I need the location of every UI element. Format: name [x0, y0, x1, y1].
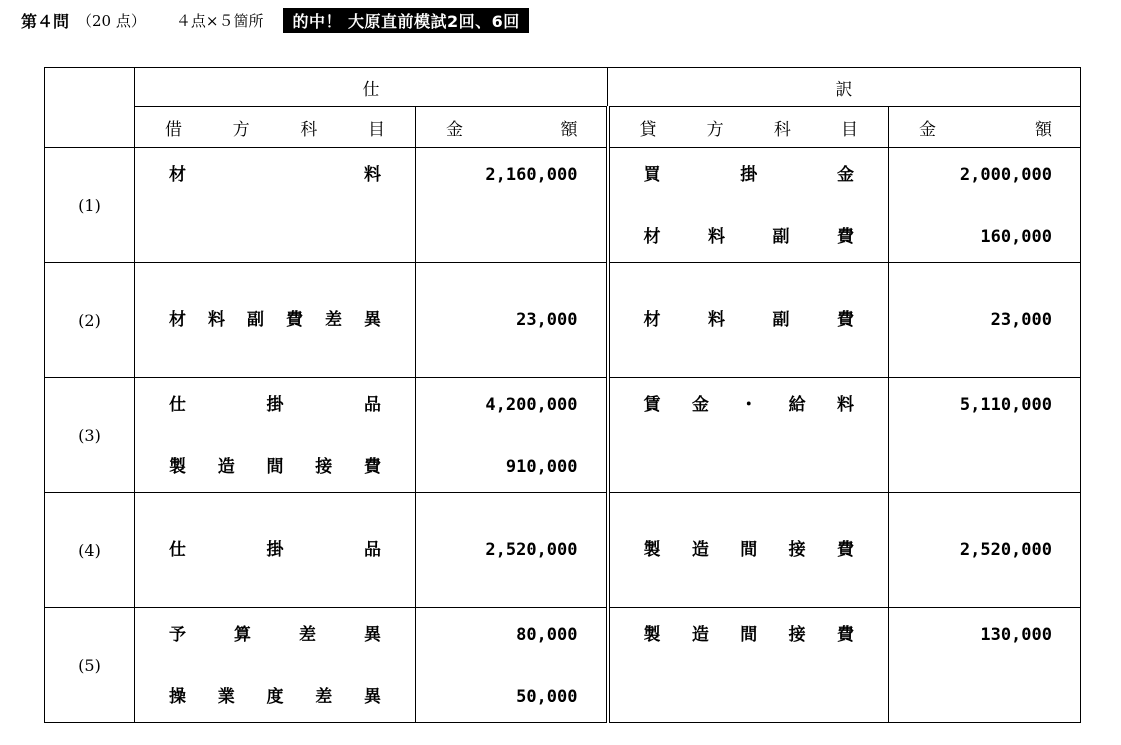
points-breakdown: ４点×５箇所 — [175, 11, 264, 30]
debit-amount: 50,000 — [516, 687, 578, 707]
credit-account-header-chars — [610, 115, 889, 140]
credit-amount-cell — [889, 378, 1081, 493]
header-char: 目 — [367, 119, 385, 140]
debit-amount-cell — [416, 148, 608, 263]
debit-account-cell — [135, 493, 416, 608]
debit-amount: 910,000 — [505, 457, 578, 477]
debit-account: 仕 掛 品 — [169, 540, 381, 560]
debit-amount: 80,000 — [516, 625, 578, 645]
entry-row-3 — [45, 378, 1081, 493]
debit-amount-cell — [416, 263, 608, 378]
header-char: 借 — [165, 119, 182, 140]
credit-amount-cell — [889, 493, 1081, 608]
debit-account: 材 料 — [169, 165, 381, 185]
debit-account-cell — [135, 378, 416, 493]
hit-badge: 的中！ 大原直前模試2回、6回 — [283, 8, 528, 33]
credit-amount: 23,000 — [990, 310, 1052, 330]
debit-account: 材 料 副 費 差 異 — [169, 310, 381, 330]
row-label: (4) — [45, 493, 135, 608]
debit-amount-cell — [416, 493, 608, 608]
credit-amount: 130,000 — [980, 625, 1052, 645]
debit-amount: 4,200,000 — [485, 395, 578, 415]
row-label: (5) — [45, 608, 135, 723]
question-points: （20 点） — [77, 11, 146, 30]
debit-account-header — [135, 107, 416, 148]
entry-row-5 — [45, 608, 1081, 723]
credit-account-header — [608, 107, 889, 148]
header-char: 方 — [232, 119, 250, 140]
debit-amount: 2,520,000 — [485, 540, 578, 560]
header-char: 金 — [446, 119, 463, 140]
credit-amount: 5,110,000 — [959, 395, 1052, 415]
credit-amount-cell — [889, 148, 1081, 263]
credit-amount: 2,000,000 — [959, 165, 1052, 185]
corner-cell — [45, 68, 135, 148]
header-char: 金 — [919, 119, 936, 140]
debit-account: 予 算 差 異 — [169, 625, 381, 645]
credit-amount-header — [889, 107, 1081, 148]
header-char: 科 — [300, 119, 318, 140]
question-title: 第４問 — [21, 11, 70, 31]
debit-amount: 2,160,000 — [485, 165, 578, 185]
header-char: 貸 — [639, 119, 657, 140]
credit-account-cell — [608, 608, 889, 723]
debit-amount-cell — [416, 608, 608, 723]
row-label: (3) — [45, 378, 135, 493]
debit-account-cell — [135, 148, 416, 263]
credit-account-cell — [608, 378, 889, 493]
debit-account: 操 業 度 差 異 — [169, 687, 381, 707]
credit-amount: 160,000 — [980, 227, 1052, 247]
debit-account-cell — [135, 263, 416, 378]
debit-amount-cell — [416, 378, 608, 493]
credit-amount-cell — [889, 608, 1081, 723]
header-char: 目 — [840, 119, 858, 140]
credit-account: 買 掛 金 — [643, 165, 854, 185]
entry-row-2 — [45, 263, 1081, 378]
side-header-left: 仕 — [135, 68, 608, 107]
credit-account: 材 料 副 費 — [643, 227, 854, 247]
debit-account-cell — [135, 608, 416, 723]
debit-amount-header-chars — [416, 115, 606, 140]
journal-entry-table — [44, 67, 1081, 723]
credit-amount: 2,520,000 — [959, 540, 1052, 560]
credit-account-cell — [608, 263, 889, 378]
credit-account-cell — [608, 493, 889, 608]
credit-account: 賃 金 ・ 給 料 — [643, 395, 854, 415]
credit-amount-header-chars — [889, 115, 1080, 140]
header-char: 額 — [560, 119, 578, 140]
credit-account-cell — [608, 148, 889, 263]
credit-account: 材 料 副 費 — [643, 310, 854, 330]
debit-account: 製 造 間 接 費 — [169, 457, 381, 477]
entry-row-1 — [45, 148, 1081, 263]
credit-amount-cell — [889, 263, 1081, 378]
header-char: 科 — [773, 119, 791, 140]
entry-row-4 — [45, 493, 1081, 608]
side-header-right: 訳 — [608, 68, 1081, 107]
credit-account: 製 造 間 接 費 — [643, 625, 854, 645]
question-header — [21, 8, 529, 32]
debit-amount-header — [416, 107, 608, 148]
row-label: (2) — [45, 263, 135, 378]
debit-account: 仕 掛 品 — [169, 395, 381, 415]
debit-amount: 23,000 — [516, 310, 578, 330]
credit-account: 製 造 間 接 費 — [643, 540, 854, 560]
header-char: 方 — [706, 119, 724, 140]
header-char: 額 — [1035, 119, 1052, 140]
row-label: (1) — [45, 148, 135, 263]
debit-account-header-chars — [135, 115, 415, 140]
